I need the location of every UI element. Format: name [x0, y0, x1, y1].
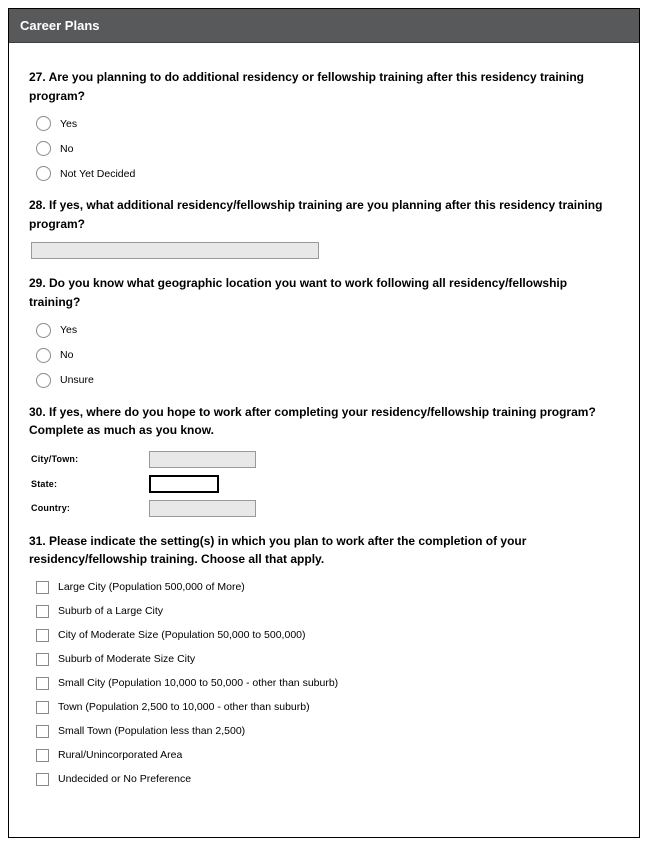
checkbox-icon[interactable] — [36, 701, 49, 714]
question-31-text: 31. Please indicate the setting(s) in which you plan to work after the completion of your residency/fellowship training. Choose all that apply. — [29, 533, 527, 567]
radio-button-icon[interactable] — [36, 373, 51, 388]
radio-button-icon[interactable] — [36, 348, 51, 363]
checkbox-icon[interactable] — [36, 653, 49, 666]
question-29 — [29, 274, 619, 387]
question-29-options — [36, 323, 619, 388]
q29-option-no[interactable] — [36, 348, 619, 363]
country-field-row — [31, 500, 619, 517]
q29-option-unsure[interactable] — [36, 373, 619, 388]
country-label: Country: — [31, 503, 71, 514]
q31-option-suburb-moderate-city-label: Suburb of Moderate Size City — [58, 653, 196, 666]
radio-button-icon[interactable] — [36, 141, 51, 156]
q31-option-large-city[interactable] — [36, 581, 619, 594]
section-header — [9, 9, 639, 43]
q31-option-undecided-label: Undecided or No Preference — [58, 773, 192, 786]
q31-option-small-city[interactable] — [36, 677, 619, 690]
q31-option-town-label: Town (Population 2,500 to 10,000 - other than suburb) — [58, 701, 310, 714]
q31-option-moderate-city[interactable] — [36, 629, 619, 642]
radio-button-icon[interactable] — [36, 166, 51, 181]
q27-option-not-yet-decided[interactable] — [36, 166, 619, 181]
q31-option-small-town[interactable] — [36, 725, 619, 738]
q27-option-yes-label: Yes — [60, 117, 78, 130]
q27-option-not-yet-decided-label: Not Yet Decided — [60, 167, 136, 180]
question-28 — [29, 196, 619, 259]
checkbox-icon[interactable] — [36, 749, 49, 762]
checkbox-icon[interactable] — [36, 677, 49, 690]
q29-option-yes[interactable] — [36, 323, 619, 338]
question-30 — [29, 403, 619, 517]
q31-option-large-city-label: Large City (Population 500,000 of More) — [58, 581, 245, 594]
state-label: State: — [31, 478, 58, 489]
q31-option-rural[interactable] — [36, 749, 619, 762]
q27-option-no-label: No — [60, 142, 74, 155]
checkbox-icon[interactable] — [36, 629, 49, 642]
q27-option-yes[interactable] — [36, 116, 619, 131]
q31-option-suburb-large-city[interactable] — [36, 605, 619, 618]
radio-button-icon[interactable] — [36, 323, 51, 338]
city-town-field-row — [31, 451, 619, 468]
question-30-text: 30. If yes, where do you hope to work after completing your residency/fellowship training program? Complete as much as you know. — [29, 404, 596, 438]
checkbox-icon[interactable] — [36, 773, 49, 786]
checkbox-icon[interactable] — [36, 605, 49, 618]
survey-page — [8, 8, 640, 838]
question-31 — [29, 532, 619, 786]
q29-option-yes-label: Yes — [60, 324, 78, 337]
q29-option-no-label: No — [60, 349, 74, 362]
radio-button-icon[interactable] — [36, 116, 51, 131]
state-input[interactable] — [149, 475, 219, 493]
q29-option-unsure-label: Unsure — [60, 374, 94, 387]
page-title: Career Plans — [20, 18, 100, 33]
q27-option-no[interactable] — [36, 141, 619, 156]
checkbox-icon[interactable] — [36, 581, 49, 594]
question-31-options — [36, 581, 619, 786]
state-field-row — [31, 475, 619, 493]
q31-option-suburb-moderate-city[interactable] — [36, 653, 619, 666]
q28-training-input[interactable] — [31, 242, 319, 259]
q31-option-undecided[interactable] — [36, 773, 619, 786]
q31-option-town[interactable] — [36, 701, 619, 714]
question-27-options — [36, 116, 619, 181]
question-28-text: 28. If yes, what additional residency/fellowship training are you planning after this residency training program? — [29, 198, 603, 231]
city-town-label: City/Town: — [31, 454, 79, 465]
q31-option-rural-label: Rural/Unincorporated Area — [58, 749, 183, 762]
q31-option-small-town-label: Small Town (Population less than 2,500) — [58, 725, 246, 738]
q31-option-moderate-city-label: City of Moderate Size (Population 50,000 to 500,000) — [58, 629, 306, 642]
question-29-text: 29. Do you know what geographic location you want to work following all residency/fellowship training? — [29, 276, 568, 309]
question-27 — [29, 68, 619, 181]
q31-option-suburb-large-city-label: Suburb of a Large City — [58, 605, 164, 618]
question-27-text: 27. Are you planning to do additional residency or fellowship training after this residency training program? — [29, 70, 584, 103]
question-30-fields — [31, 451, 619, 517]
form-content — [9, 43, 639, 786]
q31-option-small-city-label: Small City (Population 10,000 to 50,000 - other than suburb) — [58, 677, 339, 690]
city-town-input[interactable] — [149, 451, 256, 468]
checkbox-icon[interactable] — [36, 725, 49, 738]
country-input[interactable] — [149, 500, 256, 517]
